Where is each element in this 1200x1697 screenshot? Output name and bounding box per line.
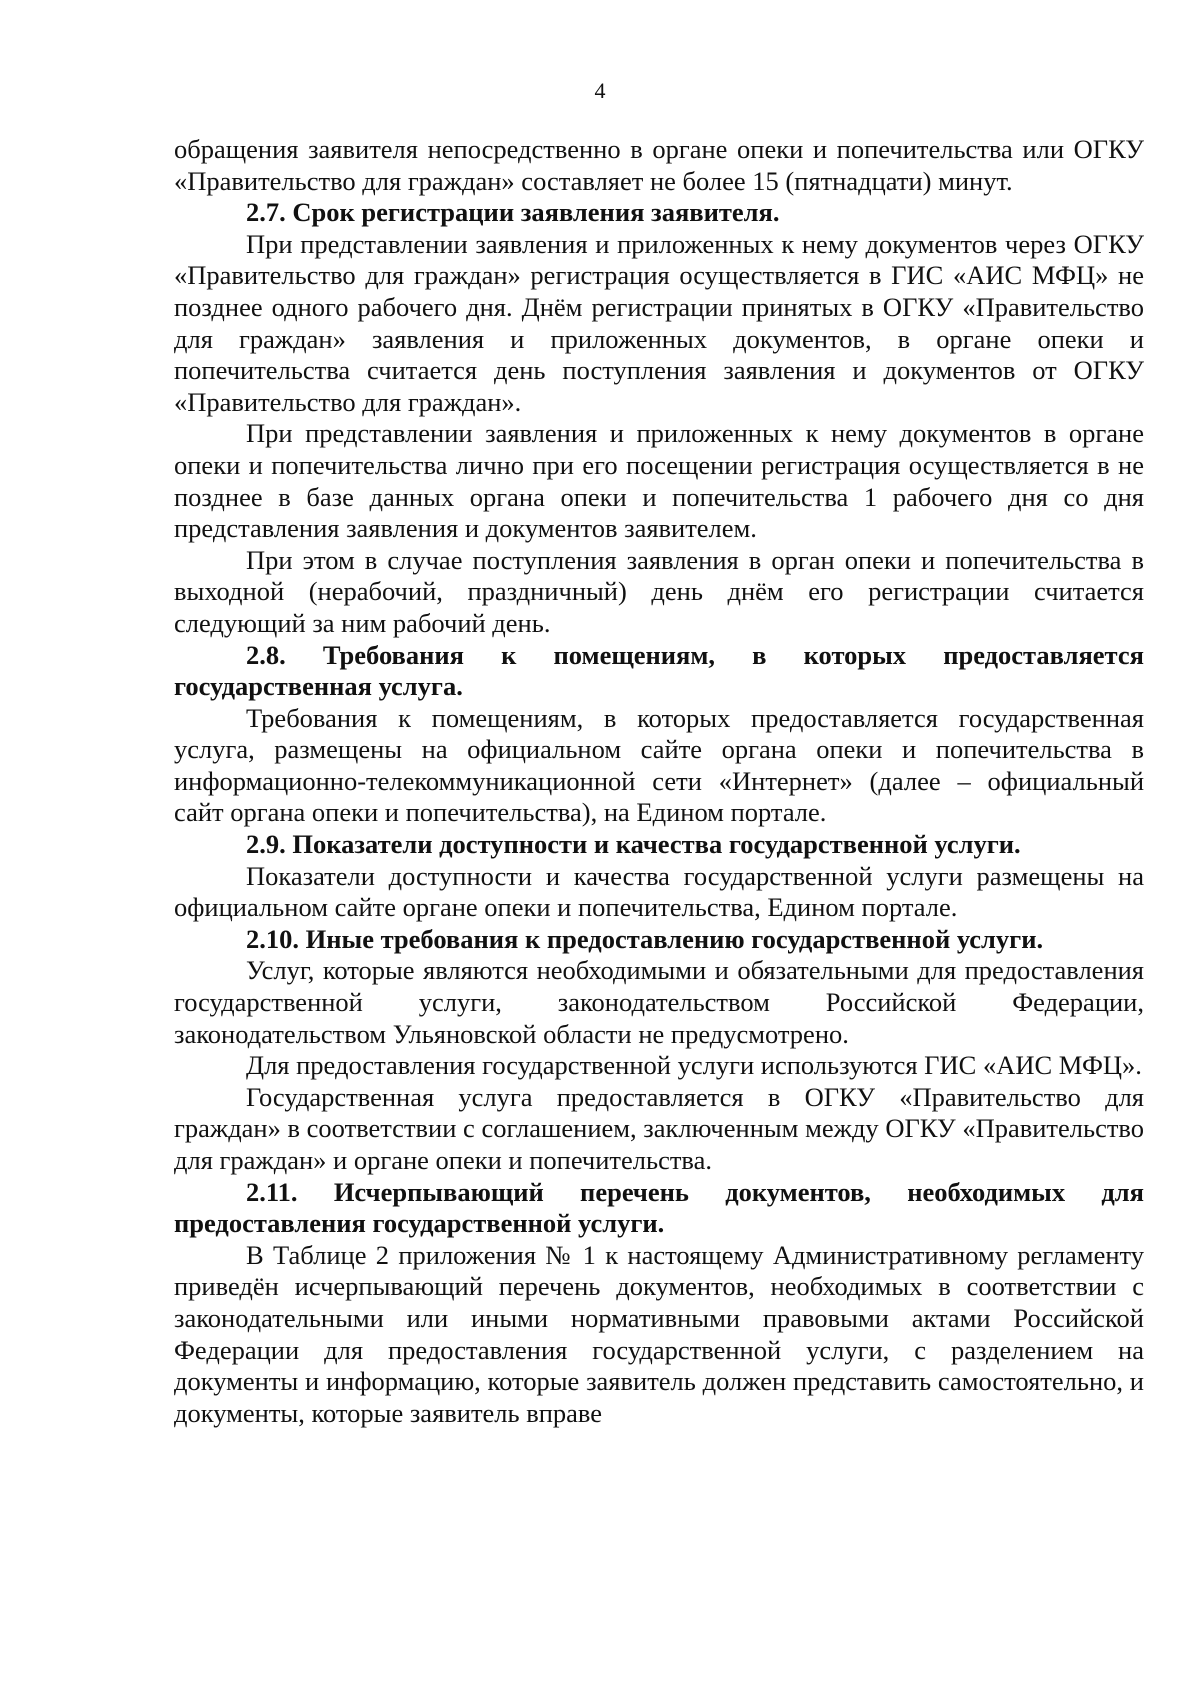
paragraph: Требования к помещениям, в которых предоставляется государственная услуга, размещены на официальном сайте органа опеки и попечительства в информационно-телекоммуникационной сети «Интернет» (далее – официальный сайт органа опеки и попечительства), на Едином портале. [174,702,1144,828]
section-heading-2-10: 2.10. Иные требования к предоставлению государственной услуги. [246,923,1044,954]
section-heading-2-7: 2.7. Срок регистрации заявления заявителя. [246,197,780,228]
section-heading-2-8: 2.8. Требования к помещениям, в которых предоставляется государственная услуга. [174,639,1144,702]
paragraph: Государственная услуга предоставляется в ОГКУ «Правительство для граждан» в соответствии с соглашением, заключенным между ОГКУ «Правительство для граждан» и органе опеки и попечительства. [174,1081,1144,1175]
paragraph-continuation: обращения заявителя непосредственно в органе опеки и попечительства или ОГКУ «Правительство для граждан» составляет не более 15 (пятнадцати) минут. [174,134,1144,196]
section-heading-2-11: 2.11. Исчерпывающий перечень документов, необходимых для предоставления государственной услуги. [174,1176,1144,1239]
paragraph: Для предоставления государственной услуги используются ГИС «АИС МФЦ». [246,1050,1142,1081]
paragraph: Показатели доступности и качества государственной услуги размещены на официальном сайте органе опеки и попечительства, Едином портале. [174,860,1144,923]
paragraph: При этом в случае поступления заявления в орган опеки и попечительства в выходной (нерабочий, праздничный) день днём его регистрации считается следующий за ним рабочий день. [174,544,1144,638]
paragraph: Услуг, которые являются необходимыми и обязательными для предоставления государственной услуги, законодательством Российской Федерации, законодательством Ульяновской области не предусмотрено. [174,955,1144,1049]
page-number: 4 [594,78,606,103]
paragraph: При представлении заявления и приложенных к нему документов в органе опеки и попечительства лично при его посещении регистрация осуществляется в не позднее в базе данных органа опеки и попечительства 1 рабочего дня со дня представления заявления и документов заявителем. [174,418,1144,544]
paragraph: В Таблице 2 приложения № 1 к настоящему Административному регламенту приведён исчерпывающий перечень документов, необходимых в соответствии с законодательными или иными нормативными правовыми актами Российской Федерации для предоставления государственной услуги, с разделением на документы и информацию, которые заявитель должен представить самостоятельно, и документы, которые заявитель вправе [174,1239,1144,1428]
section-heading-2-9: 2.9. Показатели доступности и качества государственной услуги. [246,829,1021,860]
paragraph: При представлении заявления и приложенных к нему документов через ОГКУ «Правительство для граждан» регистрация осуществляется в ГИС «АИС МФЦ» не позднее одного рабочего дня. Днём регистрации принятых в ОГКУ «Правительство для граждан» заявления и приложенных документов, в органе опеки и попечительства считается день поступления заявления и документов от ОГКУ «Правительство для граждан». [174,228,1144,417]
document-body [174,134,1144,1429]
